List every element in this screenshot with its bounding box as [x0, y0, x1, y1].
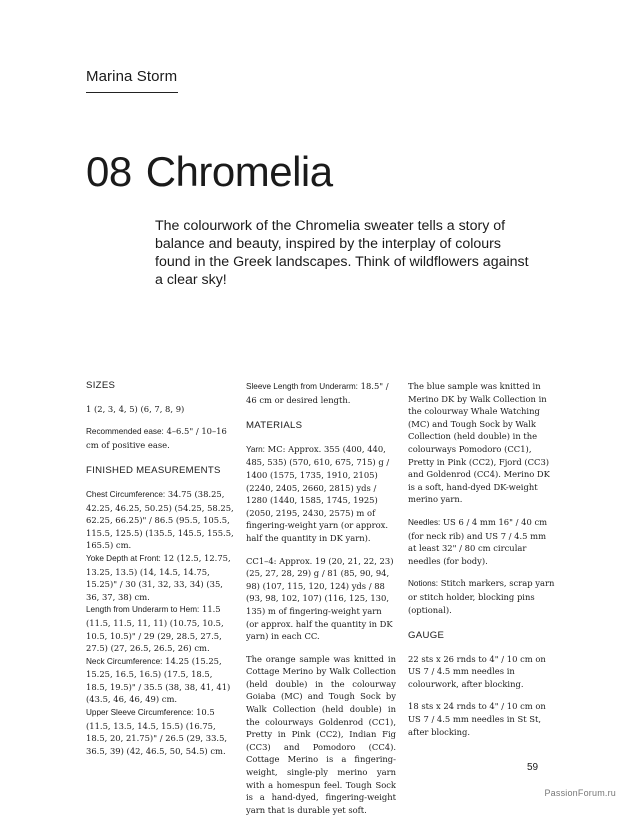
length-label: Length from Underarm to Hem: [86, 605, 200, 615]
sleeve-length-text: 18.5" / 46 cm or desired length. [246, 381, 389, 405]
ease-text: 4–6.5" / 10–16 cm of positive ease. [86, 426, 227, 450]
sleeve-length-entry [246, 380, 396, 406]
needles-label: Needles: [408, 517, 441, 527]
yoke-label: Yoke Depth at Front: [86, 553, 161, 563]
needles-entry [408, 516, 556, 567]
sleeve-length-label: Sleeve Length from Underarm: [246, 382, 358, 391]
upper-sleeve-text: 10.5 (11.5, 13.5, 14.5, 15.5) (16.75, 18.5, 20, 21.75)" / 26.5 (29, 33.5, 36.5, 39) (42, 46.5, 50, 54.5) cm. [86, 707, 228, 756]
column-2 [246, 380, 396, 826]
page-title [86, 148, 333, 196]
yarn-text: MC: Approx. 355 (400, 440, 485, 535) (570, 610, 675, 715) g / 1400 (1575, 1735, 1910, 2105) (2240, 2405, 2660, 2815) yds / 1280 (1440, 1585, 1745, 1925) (2050, 2195, 2430, 2575) m of fingering-weight yarn (or approx. half the quantity in DK yarn). [246, 443, 390, 543]
neck-label: Neck Circumference: [86, 656, 163, 666]
ease-label: Recommended ease: [86, 427, 164, 437]
column-3 [408, 380, 556, 748]
gauge-heading: GAUGE [408, 630, 445, 642]
gauge-st-st: 18 sts x 24 rnds to 4" / 10 cm on US 7 / 4.5 mm needles in St St, after blocking. [408, 701, 546, 737]
notions-text: Stitch markers, scrap yarn or stitch holder, blocking pins (optional). [408, 578, 555, 615]
sizes-heading: SIZES [86, 380, 116, 391]
blue-sample-text: The blue sample was knitted in Merino DK by Walk Collection in the colourway Whale Watching (MC) and Tough Sock by Walk Collection (held double) in the colourways Pomodoro (CC1), Pretty in Pink (CC2), Fjord (CC3) and Goldenrod (CC4). Merino DK is a soft, hand-dyed DK-weight merino yarn. [408, 381, 550, 505]
yoke-text: 12 (12.5, 12.75, 13.25, 13.5) (14, 14.5, 14.75, 15.25)" / 30 (31, 32, 33, 34) (35, 36, 37, 38) cm. [86, 552, 231, 602]
author-name: Marina Storm [86, 68, 178, 85]
materials-heading: MATERIALS [246, 420, 303, 432]
pattern-name: Chromelia [145, 148, 333, 195]
orange-sample-text: The orange sample was knitted in Cottage Merino by Walk Collection (held double) in the colourway Goiaba (MC) and Tough Sock by Walk Collection (held double) in the colourways Goldenrod (CC1), Pretty in Pink (CC2), Indian Fig (CC3) and Pomodoro (CC4). Cottage Merino is a fingering-weight, single-ply merino yarn with a homespun feel. Tough Sock is a hand-dyed, fingering-weight yarn that is durable yet soft. [246, 653, 396, 815]
intro-paragraph: The colourwork of the Chromelia sweater tells a story of balance and beauty, inspired by the interplay of colours found in the Greek landscapes. Think of wildflowers against a clear sky! [155, 218, 529, 288]
yoke-entry [86, 552, 234, 603]
needles-text: US 6 / 4 mm 16" / 40 cm (for neck rib) and US 7 / 4.5 mm at least 32" / 80 cm circular needles (for body). [408, 516, 548, 566]
yarn-entry [246, 443, 396, 545]
upper-sleeve-label: Upper Sleeve Circumference: [86, 708, 194, 718]
length-entry [86, 603, 234, 654]
neck-text: 14.25 (15.25, 15.25, 16.5, 16.5) (17.5, 18.5, 18.5, 19.5)" / 35.5 (38, 38, 41, 41) (43.5, 46, 46, 49) cm. [86, 655, 231, 705]
column-1 [86, 380, 234, 757]
yarn-label: Yarn: [246, 444, 265, 454]
notions-entry [408, 577, 556, 616]
page-number: 59 [527, 762, 539, 773]
notions-label: Notions: [408, 579, 439, 589]
pattern-number: 08 [86, 148, 132, 195]
length-text: 11.5 (11.5, 11.5, 11, 11) (10.75, 10.5, 10.5, 10.5)" / 29 (29, 28.5, 27.5, 27.5) (27, 26.5, 26.5, 26) cm. [86, 604, 224, 654]
cc-entry: CC1–4: Approx. 19 (20, 21, 22, 23) (25, 27, 28, 29) g / 81 (85, 90, 94, 98) (107, 115, 120, 124) yds / 88 (93, 98, 102, 107) (116, 125, 130, 135) m of fingering-weight yarn (or approx. half the quantity in DK yarn) in each CC. [246, 555, 394, 642]
finished-measurements-heading: FINISHED MEASUREMENTS [86, 465, 221, 477]
chest-entry [86, 488, 234, 552]
neck-entry [86, 655, 234, 706]
sizes-values: 1 (2, 3, 4, 5) (6, 7, 8, 9) [86, 403, 185, 414]
chest-label: Chest Circumference: [86, 489, 166, 499]
upper-sleeve-entry [86, 706, 234, 757]
watermark: PassionForum.ru [544, 788, 616, 798]
author-underline [86, 92, 178, 93]
chest-text: 34.75 (38.25, 42.25, 46.25, 50.25) (54.25, 58.25, 62.25, 66.25)" / 86.5 (95.5, 105.5, 115.5, 125.5) (135.5, 145.5, 155.5, 165.5) cm. [86, 488, 234, 551]
recommended-ease [86, 425, 234, 451]
gauge-colourwork: 22 sts x 26 rnds to 4" / 10 cm on US 7 / 4.5 mm needles in colourwork, after blocking. [408, 653, 546, 689]
